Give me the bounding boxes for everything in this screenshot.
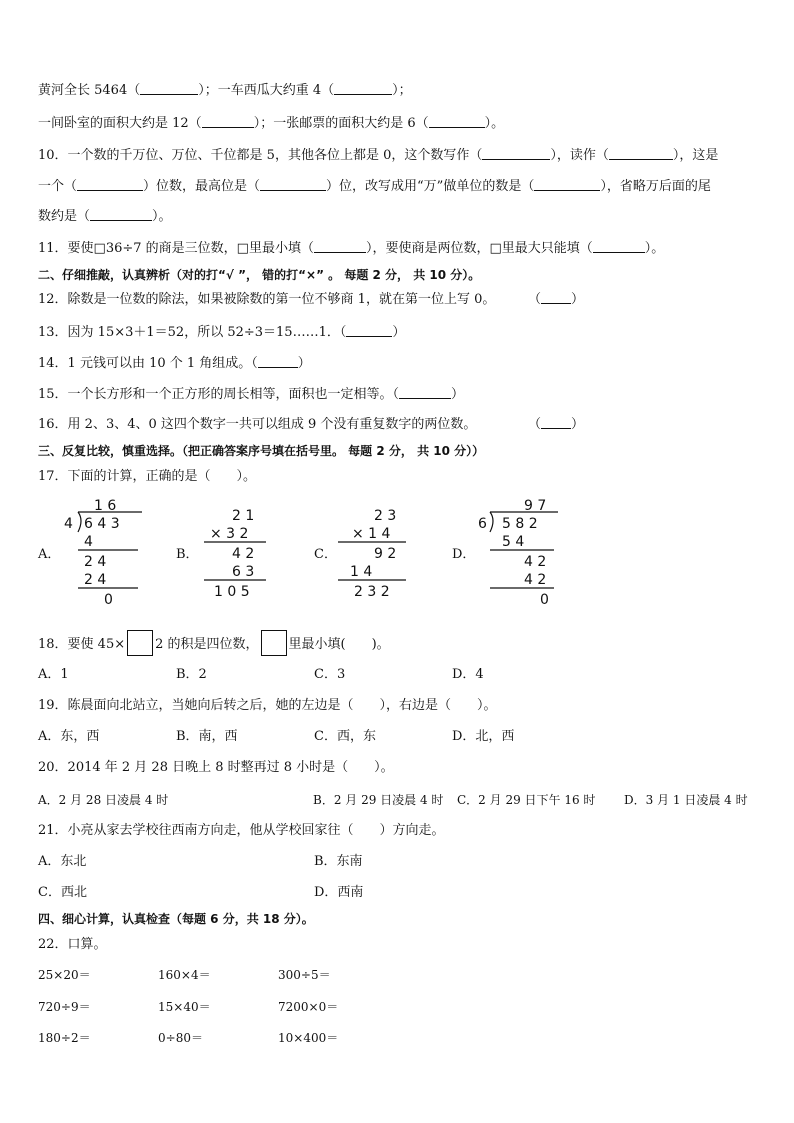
mental-math-item[interactable]: 0÷80＝ [158,1031,203,1045]
fill-line-units-1 [38,82,412,100]
q17-option-c-label[interactable]: C． [314,547,337,562]
question-22: 22．口算。 [38,937,107,952]
division-bracket [490,512,493,532]
q20-option-d[interactable]: D．3 月 1 日凌晨 4 时 [624,793,748,807]
q20-option-c[interactable]: C．2 月 29 日下午 16 时 [457,793,596,807]
calc-remainder: 0 [104,592,113,608]
q17-option-b-calculation [196,504,280,600]
section-3-heading: 三、反复比较，慎重选择。（把正确答案序号填在括号里。 每题 2 分， 共 10 分）） [38,444,485,458]
answer-blank[interactable] [202,115,254,128]
text: 数约是（ [38,209,91,224]
q19-option-c[interactable]: C．西，东 [314,729,376,744]
answer-blank[interactable] [541,416,571,429]
question-10-line-3 [38,208,172,226]
text: ） [571,417,585,432]
calc-sum: 2 3 2 [354,584,390,600]
mental-math-item[interactable]: 7200×0＝ [278,1000,339,1014]
text: ）；一张邮票的面积大约是 6（ [253,116,429,131]
calc-partial: 6 3 [232,564,255,580]
calc-step: 2 4 [84,572,107,588]
calc-step: 2 4 [84,554,107,570]
fill-line-units-2 [38,115,504,133]
text: 14．1 元钱可以由 10 个 1 角组成。（ [38,356,258,371]
answer-blank[interactable] [482,147,550,160]
text: ） [392,325,406,340]
calc-partial: 9 2 [374,546,397,562]
text: ），这是 [672,148,719,163]
question-10-line-1 [38,147,718,165]
text: 10．一个数的千万位、万位、千位都是 5，其他各位上都是 0，这个数写作（ [38,148,483,163]
text: ）。 [152,209,172,224]
q17-option-d-calculation [474,494,570,608]
calc-quotient: 9 7 [524,498,547,514]
text: ），读作（ [550,148,609,163]
q18-option-b[interactable]: B．2 [176,667,207,682]
calc-divisor: 4 [64,516,73,532]
text: ）位数，最高位是（ [143,179,261,194]
calc-top: 2 3 [374,508,397,524]
answer-blank[interactable] [346,324,392,337]
section-2-heading: 二、仔细推敲，认真辨析（对的打“√ ”， 错的打“×” 。 每题 2 分， 共 10 分）。 [38,268,481,282]
mental-math-item[interactable]: 25×20＝ [38,968,91,982]
calc-step: 4 2 [524,572,547,588]
text: 12．除数是一位数的除法，如果被除数的第一位不够商 1，就在第一位上写 0。 [38,292,496,307]
text: ）位，改写成用“万”做单位的数是（ [326,179,535,194]
q19-option-a[interactable]: A．东，西 [38,729,100,744]
question-11 [38,240,664,258]
calc-dividend: 6 4 3 [84,516,120,532]
text: 2 的积是四位数， [155,637,259,652]
mental-math-item[interactable]: 300÷5＝ [278,968,331,982]
text: 黄河全长 5464（ [38,83,141,98]
answer-blank[interactable] [77,178,143,191]
q21-option-a[interactable]: A．东北 [38,854,87,869]
text: ） [297,356,311,371]
question-19: 19．陈晨面向北站立，当她向后转之后，她的左边是（ ），右边是（ ）。 [38,698,497,713]
q19-option-b[interactable]: B．南，西 [176,729,238,744]
q18-option-d[interactable]: D．4 [452,667,484,682]
judge-bracket [528,291,584,309]
calc-partial: 4 2 [232,546,255,562]
answer-box[interactable] [261,630,287,656]
judge-bracket [528,416,584,434]
text: 18．要使 45× [38,637,126,652]
answer-blank[interactable] [258,355,298,368]
calc-step: 4 [84,534,93,550]
calc-divisor: 6 [478,516,487,532]
text: ）。 [484,116,505,131]
answer-blank[interactable] [260,178,326,191]
question-20: 20．2014 年 2 月 28 日晚上 8 时整再过 8 小时是（ ）。 [38,760,394,775]
answer-blank[interactable] [541,291,571,304]
question-17: 17．下面的计算，正确的是（ ）。 [38,469,257,484]
calc-remainder: 0 [540,592,549,608]
section-4-heading: 四、细心计算，认真检查（每题 6 分，共 18 分）。 [38,912,314,926]
calc-dividend: 5 8 2 [502,516,538,532]
answer-blank[interactable] [534,178,600,191]
q17-option-a-label[interactable]: A． [38,547,61,562]
text: ）； [392,83,412,98]
q17-option-d-label[interactable]: D． [452,547,476,562]
calc-multiplier: × 1 4 [352,526,391,542]
question-16 [38,416,585,434]
answer-blank[interactable] [399,386,451,399]
question-13 [38,324,405,342]
question-14 [38,355,311,373]
text: ） [571,292,585,307]
calc-step: 4 2 [524,554,547,570]
text: 11．要使□36÷7 的商是三位数，□里最小填（ [38,241,314,256]
answer-blank[interactable] [140,82,198,95]
answer-box[interactable] [127,630,153,656]
answer-blank[interactable] [609,147,673,160]
text: 一间卧室的面积大约是 12（ [38,116,202,131]
answer-blank[interactable] [593,240,645,253]
text: 13．因为 15×3＋1＝52，所以 52÷3＝15……1．（ [38,325,347,340]
text: 一个（ [38,179,78,194]
mental-math-item[interactable]: 720÷9＝ [38,1000,91,1014]
text: 16．用 2、3、4、0 这四个数字一共可以组成 9 个没有重复数字的两位数。 [38,417,477,432]
mental-math-item[interactable]: 10×400＝ [278,1031,339,1045]
q17-option-a-calculation [58,494,154,608]
mental-math-item[interactable]: 180÷2＝ [38,1031,91,1045]
text: ），要使商是两位数，□里最大只能填（ [365,241,593,256]
mental-math-item[interactable]: 160×4＝ [158,968,211,982]
text: 15．一个长方形和一个正方形的周长相等，面积也一定相等。（ [38,387,400,402]
answer-blank[interactable] [90,208,152,221]
division-bracket [78,512,81,532]
q17-option-c-calculation [330,504,414,600]
calc-quotient: 1 6 [94,498,117,514]
mental-math-item[interactable]: 15×40＝ [158,1000,211,1014]
text: ）。 [644,241,665,256]
text: （ [528,292,542,307]
calc-step: 5 4 [502,534,525,550]
answer-blank[interactable] [314,240,366,253]
calc-top: 2 1 [232,508,255,524]
question-15 [38,386,464,404]
calc-sum: 1 0 5 [214,584,250,600]
text: 里最小填( )。 [288,637,390,652]
q19-option-d[interactable]: D．北，西 [452,729,515,744]
answer-blank[interactable] [334,82,392,95]
q21-option-b[interactable]: B．东南 [314,854,363,869]
q20-option-a[interactable]: A．2 月 28 日凌晨 4 时 [38,793,169,807]
q17-option-b-label[interactable]: B． [176,547,199,562]
q21-option-d[interactable]: D．西南 [314,885,364,900]
question-12 [38,291,585,309]
q18-option-a[interactable]: A．1 [38,667,69,682]
text: ） [451,387,465,402]
text: ）；一车西瓜大约重 4（ [198,83,335,98]
question-21: 21．小亮从家去学校往西南方向走，他从学校回家往（ ）方向走。 [38,823,445,838]
text: （ [528,417,542,432]
calc-multiplier: × 3 2 [210,526,249,542]
question-18 [38,630,390,658]
q18-option-c[interactable]: C．3 [314,667,346,682]
answer-blank[interactable] [429,115,485,128]
calc-partial: 1 4 [350,564,373,580]
text: ），省略万后面的尾 [600,179,711,194]
q21-option-c[interactable]: C．西北 [38,885,87,900]
question-10-line-2 [38,178,711,196]
q20-option-b[interactable]: B．2 月 29 日凌晨 4 时 [313,793,444,807]
